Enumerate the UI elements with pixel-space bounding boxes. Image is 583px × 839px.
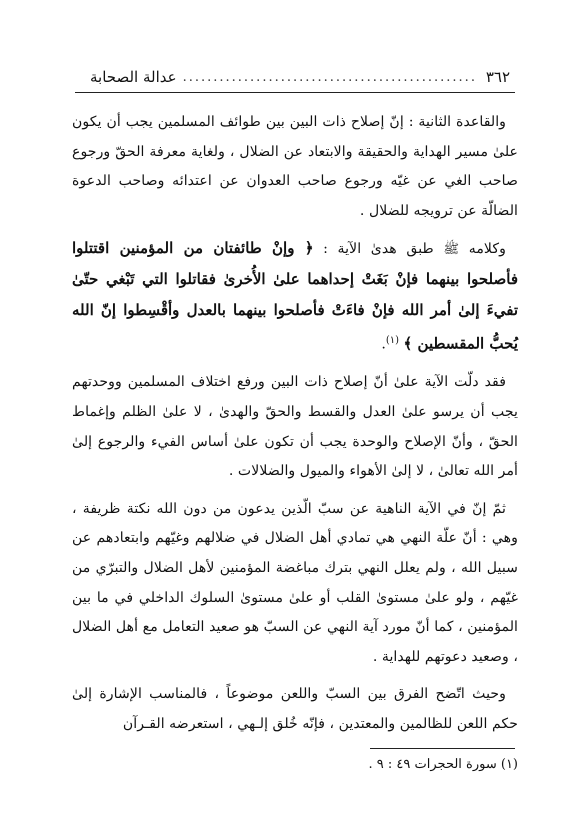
paragraph-2-intro: وكلامه bbox=[468, 241, 506, 258]
quran-verse: ﴿ وإنْ طائفتان من المؤمنين اقتتلوا فأصلحوا بينهما فإنْ بَغَتْ إحداهما علىٰ الأُخرىٰ فقاتلوا التي تَبْغي حتّىٰ تفيءَ إلىٰ أمر الله فإنْ فاءَتْ فأصلحوا بينهما بالعدل وأقْسِطوا إنّ الله يُحبُّ المقسطين ﴾ bbox=[72, 239, 518, 353]
paragraph-4: ثمّ إنّ في الآية الناهية عن سبّ الّذين يدعون من دون الله نكتة ظريفة ، وهي : أنّ علّة النهي هي تمادي أهل الضلال في ضلالهم وغيّهم وابتعادهم عن سبيل الله ، ولم يعلل النهي بترك مباغضة المؤمنين لأهل الضلال والتبرّي من غيّهم ، ولو علىٰ مستوىٰ القلب أو علىٰ مستوىٰ السلوك الداخلي في ما بين المؤمنين ، كما أنّ مورد آية النهي عن السبّ هو صعيد التعامل مع أهل الضلال ، وصعيد دعوتهم للهداية . bbox=[72, 500, 518, 665]
paragraph-2 bbox=[72, 234, 518, 360]
main-text bbox=[72, 108, 518, 748]
paragraph-2-mid: طبق هدىٰ الآية : bbox=[323, 241, 434, 258]
footnote-reference: (١) bbox=[385, 335, 400, 347]
paragraph-2-end: . bbox=[381, 336, 386, 353]
footnote-rule bbox=[370, 748, 515, 749]
salawat-symbol: ﷺ bbox=[443, 242, 460, 258]
paragraph-3: فقد دلّت الآية علىٰ أنّ إصلاح ذات البين ورفع اختلاف المسلمين ووحدتهم يجب أن يرسو علىٰ العدل والقسط والحقّ والهدىٰ ، لا علىٰ الظلم وإغماط الحقّ ، وأنّ الإصلاح والوحدة يجب أن تكون علىٰ أساس الفيء والرجوع إلىٰ أمر الله تعالىٰ ، لا إلىٰ الأهواء والميول والضلالات . bbox=[72, 374, 518, 480]
header-leader-dots: ................................................ bbox=[182, 69, 477, 85]
running-title: عدالة الصحابة bbox=[90, 68, 177, 86]
paragraph-5: وحيث اتّضح الفرق بين السبّ واللعن موضوعاً ، فالمناسب الإشارة إلىٰ حكم اللعن للظالمين والمعتدين ، فإنّه خُلق إلـهي ، استعرضه القـرآن bbox=[72, 686, 518, 733]
paragraph-1: والقاعدة الثانية : إنّ إصلاح ذات البين بين طوائف المسلمين يجب أن يكون علىٰ مسير الهداية والحقيقة والابتعاد عن الضلال ، ولغاية معرفة الحقّ ورجوع صاحب الغي عن غيّه ورجوع صاحب العدوان عن اعتدائه وصاحب الدعوة الضالّة عن ترويجه للضلال . bbox=[72, 114, 518, 219]
running-header bbox=[90, 66, 510, 88]
footnote: (١) سورة الحجرات ٤٩ : ٩ . bbox=[368, 757, 518, 772]
page-number: ٣٦٢ bbox=[485, 68, 510, 86]
header-rule bbox=[75, 92, 515, 93]
